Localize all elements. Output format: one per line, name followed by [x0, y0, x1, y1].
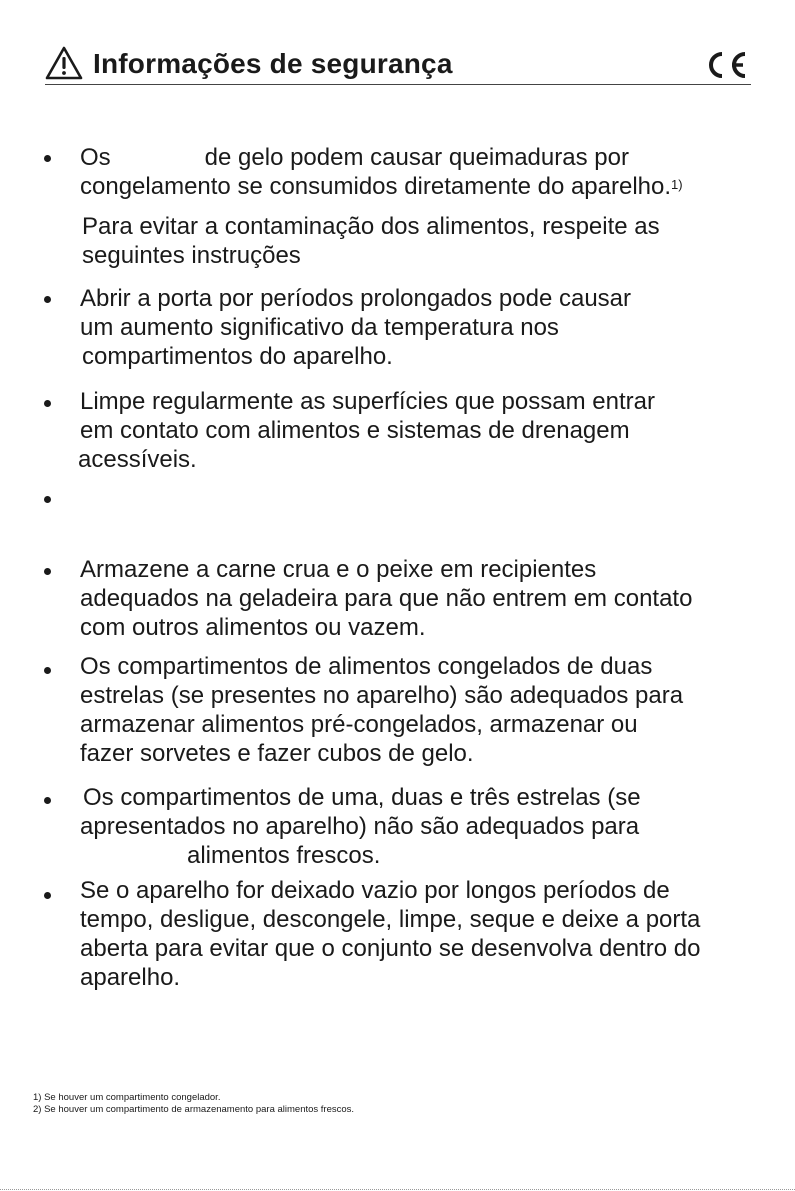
- item-text: Os compartimentos de alimentos congelados de duas: [80, 653, 653, 680]
- item-text: Armazene a carne crua e o peixe em recipientes: [80, 556, 597, 583]
- bullet: [44, 797, 51, 804]
- item-text: Limpe regularmente as superfícies que possam entrar: [80, 388, 655, 415]
- item-text: congelamento se consumidos diretamente do aparelho.: [80, 173, 672, 200]
- page-bottom-rule: [0, 1189, 795, 1190]
- item-text: de gelo podem causar queimaduras por: [204, 144, 629, 171]
- item-text: estrelas (se presentes no aparelho) são adequados para: [80, 682, 684, 709]
- item-text: Para evitar a contaminação dos alimentos, respeite as: [82, 213, 660, 240]
- item-text: apresentados no aparelho) não são adequados para: [80, 813, 640, 840]
- item-text: compartimentos do aparelho.: [82, 343, 393, 370]
- item-text: aberta para evitar que o conjunto se desenvolva dentro do: [80, 935, 701, 962]
- item-text: adequados na geladeira para que não entrem em contato: [80, 585, 693, 612]
- safety-item: [80, 555, 692, 642]
- item-text: aparelho.: [80, 964, 181, 991]
- page-title: Informações de segurança: [93, 48, 453, 79]
- item-text: armazenar alimentos pré-congelados, armazenar ou: [80, 711, 638, 738]
- safety-item: [80, 783, 641, 870]
- item-text: Abrir a porta por períodos prolongados pode causar: [80, 285, 632, 312]
- item-text: em contato com alimentos e sistemas de drenagem: [80, 417, 630, 444]
- item-text: Os compartimentos de uma, duas e três estrelas (se: [83, 784, 641, 811]
- item-text: com outros alimentos ou vazem.: [80, 614, 426, 641]
- warning-triangle-icon: [45, 46, 83, 80]
- item-text: tempo, desligue, descongele, limpe, seque e deixe a porta: [80, 906, 701, 933]
- footnote-ref: 1): [671, 177, 683, 192]
- item-text: alimentos frescos.: [187, 842, 381, 869]
- item-text: seguintes instruções: [82, 242, 301, 269]
- bullet: [44, 892, 51, 899]
- safety-item: [80, 143, 683, 201]
- item-text: acessíveis.: [78, 446, 197, 473]
- bullet: [44, 400, 51, 407]
- safety-item: [80, 876, 700, 992]
- item-text: fazer sorvetes e fazer cubos de gelo.: [80, 740, 474, 767]
- safety-item: [80, 284, 631, 371]
- safety-item: [82, 212, 660, 270]
- item-text: um aumento significativo da temperatura nos: [80, 314, 559, 341]
- ce-mark-icon: [701, 50, 749, 80]
- bullet: [44, 667, 51, 674]
- item-text: Se o aparelho for deixado vazio por longos períodos de: [80, 877, 670, 904]
- bullet: [44, 296, 51, 303]
- bullet: [44, 155, 51, 162]
- footnote: 2) Se houver um compartimento de armazenamento para alimentos frescos.: [33, 1104, 355, 1115]
- item-text: Os: [80, 144, 111, 171]
- page-header: [45, 46, 751, 85]
- bullet: [44, 496, 51, 503]
- bullet: [44, 568, 51, 575]
- safety-item: [80, 387, 655, 474]
- safety-item: [80, 652, 683, 768]
- footnote: 1) Se houver um compartimento congelador.: [33, 1092, 221, 1103]
